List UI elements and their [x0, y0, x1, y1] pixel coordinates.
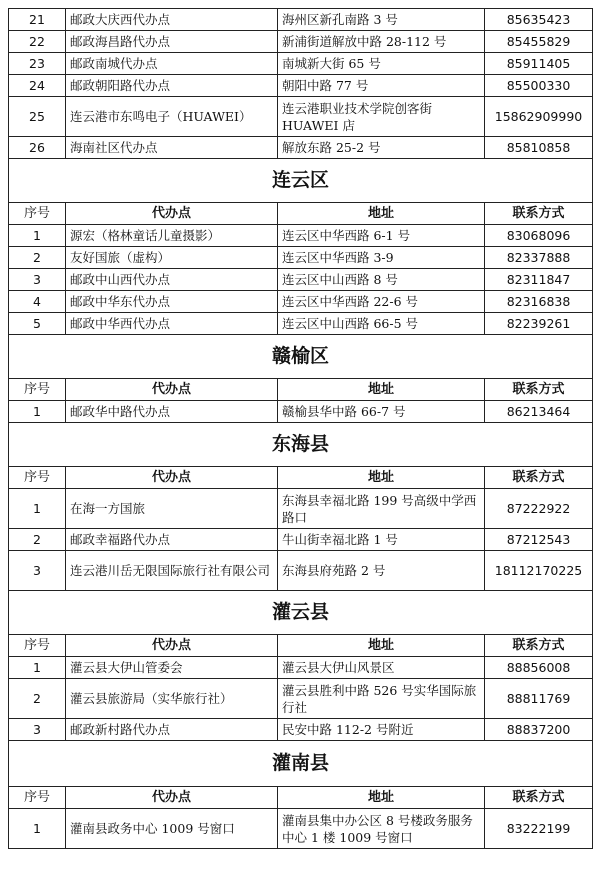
- agent-phone: 85635423: [485, 9, 593, 31]
- table-row: [9, 247, 593, 269]
- agent-name: 邮政南城代办点: [66, 53, 278, 75]
- table-row: [9, 529, 593, 551]
- header-address: 地址: [278, 635, 485, 657]
- agent-name: 在海一方国旅: [66, 489, 278, 529]
- agent-address: 连云区中山西路 8 号: [278, 269, 485, 291]
- agent-table-body: [9, 9, 593, 849]
- row-index: 1: [9, 225, 66, 247]
- district-section-heading: [9, 591, 593, 635]
- row-index: 3: [9, 269, 66, 291]
- agent-name: 邮政幸福路代办点: [66, 529, 278, 551]
- district-title: 东海县: [9, 423, 593, 467]
- row-index: 3: [9, 551, 66, 591]
- row-index: 2: [9, 529, 66, 551]
- district-section-heading: [9, 741, 593, 787]
- agent-name: 邮政新村路代办点: [66, 719, 278, 741]
- agent-address: 朝阳中路 77 号: [278, 75, 485, 97]
- header-agent: 代办点: [66, 379, 278, 401]
- row-index: 25: [9, 97, 66, 137]
- header-address: 地址: [278, 787, 485, 809]
- agent-phone: 15862909990: [485, 97, 593, 137]
- agent-phone: 87222922: [485, 489, 593, 529]
- district-title: 灌云县: [9, 591, 593, 635]
- agent-name: 邮政中华东代办点: [66, 291, 278, 313]
- agent-name: 邮政中华西代办点: [66, 313, 278, 335]
- agent-address: 连云区中华西路 3-9: [278, 247, 485, 269]
- table-row: [9, 551, 593, 591]
- agent-phone: 86213464: [485, 401, 593, 423]
- header-index: 序号: [9, 203, 66, 225]
- agent-address: 灌南县集中办公区 8 号楼政务服务中心 1 楼 1009 号窗口: [278, 809, 485, 849]
- row-index: 1: [9, 401, 66, 423]
- table-row: [9, 657, 593, 679]
- agent-address: 东海县幸福北路 199 号高级中学西路口: [278, 489, 485, 529]
- row-index: 2: [9, 679, 66, 719]
- agent-address: 新浦街道解放中路 28-112 号: [278, 31, 485, 53]
- agent-address: 解放东路 25-2 号: [278, 137, 485, 159]
- table-row: [9, 225, 593, 247]
- agent-address: 赣榆县华中路 66-7 号: [278, 401, 485, 423]
- agent-name: 邮政中山西代办点: [66, 269, 278, 291]
- header-address: 地址: [278, 379, 485, 401]
- district-section-heading: [9, 335, 593, 379]
- row-index: 26: [9, 137, 66, 159]
- header-contact: 联系方式: [485, 635, 593, 657]
- table-row: [9, 31, 593, 53]
- district-section-heading: [9, 423, 593, 467]
- table-row: [9, 291, 593, 313]
- row-index: 23: [9, 53, 66, 75]
- agent-phone: 83068096: [485, 225, 593, 247]
- agent-phone: 85810858: [485, 137, 593, 159]
- district-section-heading: [9, 159, 593, 203]
- agent-phone: 85911405: [485, 53, 593, 75]
- agent-phone: 88811769: [485, 679, 593, 719]
- agent-phone: 85455829: [485, 31, 593, 53]
- agent-address: 灌云县胜利中路 526 号实华国际旅行社: [278, 679, 485, 719]
- district-title: 赣榆区: [9, 335, 593, 379]
- table-row: [9, 679, 593, 719]
- agent-address: 连云区中华西路 6-1 号: [278, 225, 485, 247]
- agent-address: 海州区新孔南路 3 号: [278, 9, 485, 31]
- row-index: 3: [9, 719, 66, 741]
- agent-phone: 83222199: [485, 809, 593, 849]
- agent-name: 邮政华中路代办点: [66, 401, 278, 423]
- table-row: [9, 75, 593, 97]
- agent-phone: 88856008: [485, 657, 593, 679]
- agent-name: 源宏（格林童话儿童摄影）: [66, 225, 278, 247]
- table-row: [9, 313, 593, 335]
- header-index: 序号: [9, 635, 66, 657]
- agent-name: 灌云县旅游局（实华旅行社）: [66, 679, 278, 719]
- agent-address: 连云区中山西路 66-5 号: [278, 313, 485, 335]
- header-contact: 联系方式: [485, 379, 593, 401]
- agent-phone: 82311847: [485, 269, 593, 291]
- agent-address: 东海县府苑路 2 号: [278, 551, 485, 591]
- agent-address: 连云港职业技术学院创客街 HUAWEI 店: [278, 97, 485, 137]
- table-row: [9, 489, 593, 529]
- agent-phone: 85500330: [485, 75, 593, 97]
- agent-address: 南城新大街 65 号: [278, 53, 485, 75]
- row-index: 22: [9, 31, 66, 53]
- agent-phone: 88837200: [485, 719, 593, 741]
- agent-name: 友好国旅（虚构）: [66, 247, 278, 269]
- header-contact: 联系方式: [485, 203, 593, 225]
- agent-name: 连云港市东鸣电子（HUAWEI）: [66, 97, 278, 137]
- agent-name: 连云港川岳无限国际旅行社有限公司: [66, 551, 278, 591]
- row-index: 1: [9, 657, 66, 679]
- column-header-row: [9, 787, 593, 809]
- row-index: 1: [9, 809, 66, 849]
- table-row: [9, 809, 593, 849]
- header-agent: 代办点: [66, 635, 278, 657]
- header-agent: 代办点: [66, 467, 278, 489]
- header-index: 序号: [9, 787, 66, 809]
- header-agent: 代办点: [66, 203, 278, 225]
- column-header-row: [9, 635, 593, 657]
- table-row: [9, 97, 593, 137]
- agent-phone: 18112170225: [485, 551, 593, 591]
- table-row: [9, 719, 593, 741]
- row-index: 4: [9, 291, 66, 313]
- agent-address: 民安中路 112-2 号附近: [278, 719, 485, 741]
- table-row: [9, 401, 593, 423]
- header-contact: 联系方式: [485, 467, 593, 489]
- header-contact: 联系方式: [485, 787, 593, 809]
- district-title: 灌南县: [9, 741, 593, 787]
- row-index: 5: [9, 313, 66, 335]
- column-header-row: [9, 203, 593, 225]
- agent-name: 邮政朝阳路代办点: [66, 75, 278, 97]
- header-index: 序号: [9, 467, 66, 489]
- agent-phone: 82316838: [485, 291, 593, 313]
- agent-list-document: [8, 8, 592, 849]
- table-row: [9, 9, 593, 31]
- agent-name: 灌云县大伊山管委会: [66, 657, 278, 679]
- row-index: 2: [9, 247, 66, 269]
- agent-name: 邮政海昌路代办点: [66, 31, 278, 53]
- agent-address: 灌云县大伊山风景区: [278, 657, 485, 679]
- agent-phone: 82337888: [485, 247, 593, 269]
- district-title: 连云区: [9, 159, 593, 203]
- agent-table: [8, 8, 593, 849]
- header-index: 序号: [9, 379, 66, 401]
- agent-address: 牛山街幸福北路 1 号: [278, 529, 485, 551]
- agent-phone: 82239261: [485, 313, 593, 335]
- table-row: [9, 137, 593, 159]
- agent-address: 连云区中华西路 22-6 号: [278, 291, 485, 313]
- agent-name: 海南社区代办点: [66, 137, 278, 159]
- agent-name: 灌南县政务中心 1009 号窗口: [66, 809, 278, 849]
- row-index: 21: [9, 9, 66, 31]
- column-header-row: [9, 467, 593, 489]
- header-address: 地址: [278, 203, 485, 225]
- row-index: 1: [9, 489, 66, 529]
- table-row: [9, 53, 593, 75]
- header-agent: 代办点: [66, 787, 278, 809]
- agent-phone: 87212543: [485, 529, 593, 551]
- header-address: 地址: [278, 467, 485, 489]
- column-header-row: [9, 379, 593, 401]
- table-row: [9, 269, 593, 291]
- agent-name: 邮政大庆西代办点: [66, 9, 278, 31]
- row-index: 24: [9, 75, 66, 97]
